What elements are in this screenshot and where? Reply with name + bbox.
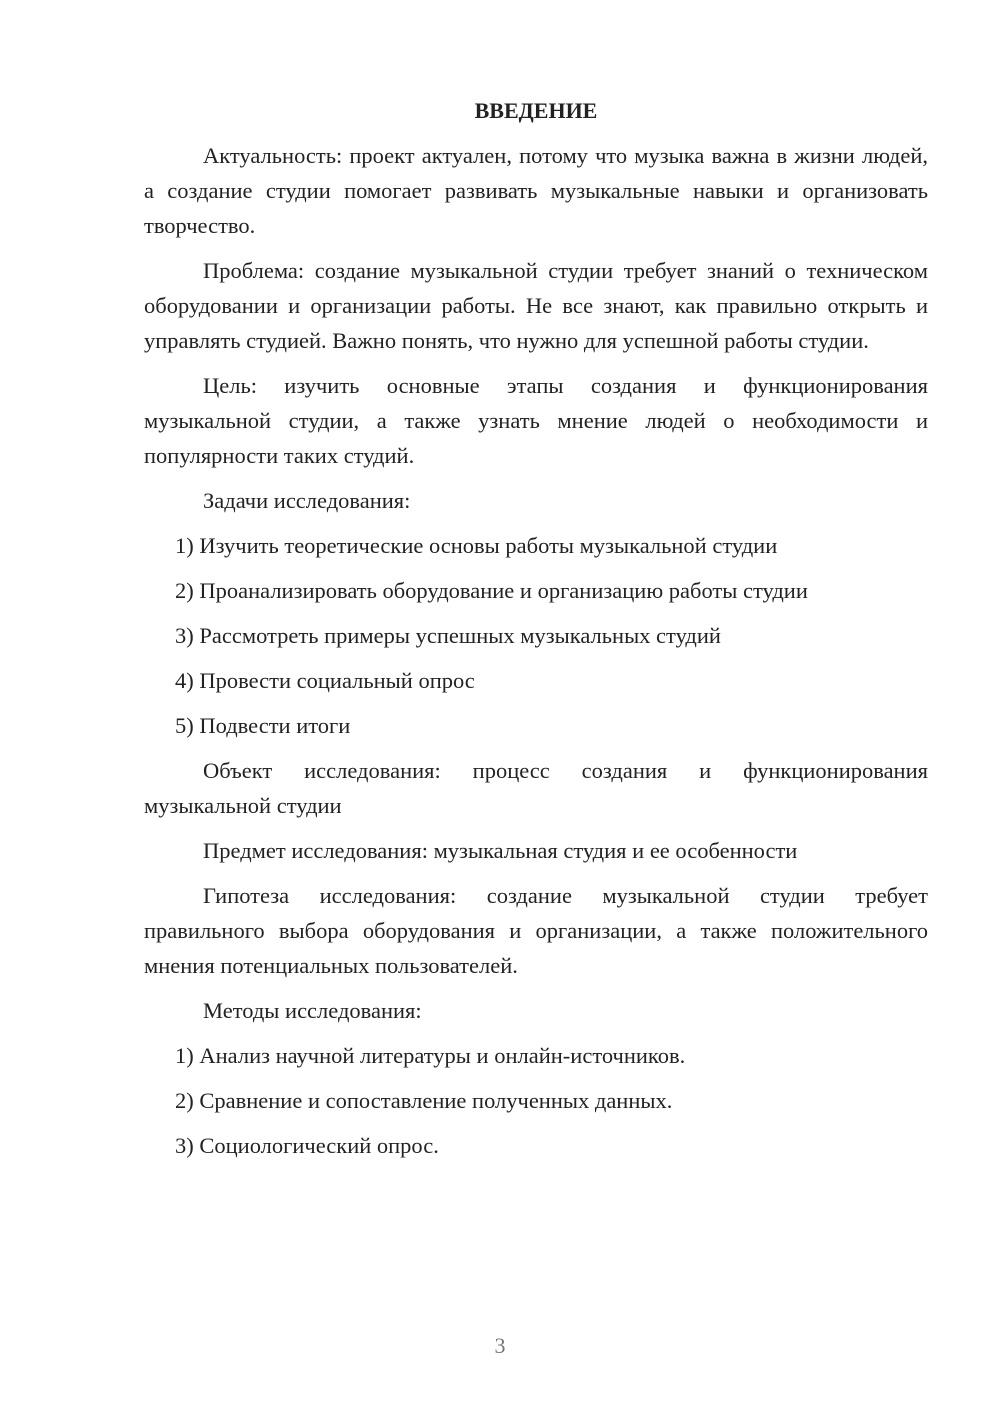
task-item: 3) Рассмотреть примеры успешных музыкальных студий (175, 623, 721, 648)
problem-paragraph: Проблема: создание музыкальной студии требует знаний о техническом оборудовании и организации работы. Не все знают, как правильно открыть и управлять студией. Важно понять, что нужно для успешной работы студии. (144, 258, 928, 353)
goal-paragraph: Цель: изучить основные этапы создания и функционирования музыкальной студии, а также узнать мнение людей о необходимости и популярности таких студий. (144, 373, 928, 468)
subject-paragraph: Предмет исследования: музыкальная студия и ее особенности (203, 838, 798, 863)
document-body (144, 96, 928, 1173)
task-item: 2) Проанализировать оборудование и организацию работы студии (175, 578, 808, 603)
object-paragraph: Объект исследования: процесс создания и функционирования музыкальной студии (144, 758, 928, 818)
methods-heading: Методы исследования: (203, 998, 422, 1023)
method-item: 3) Социологический опрос. (175, 1133, 439, 1158)
task-item: 4) Провести социальный опрос (175, 668, 475, 693)
relevance-paragraph: Актуальность: проект актуален, потому что музыка важна в жизни людей, а создание студии помогает развивать музыкальные навыки и организовать творчество. (144, 143, 928, 238)
method-item: 1) Анализ научной литературы и онлайн-источников. (175, 1043, 686, 1068)
method-item: 2) Сравнение и сопоставление полученных данных. (175, 1088, 673, 1113)
page-number: 3 (494, 1333, 506, 1358)
task-item: 5) Подвести итоги (175, 713, 351, 738)
task-item: 1) Изучить теоретические основы работы музыкальной студии (175, 533, 778, 558)
hypothesis-paragraph: Гипотеза исследования: создание музыкальной студии требует правильного выбора оборудования и организации, а также положительного мнения потенциальных пользователей. (144, 883, 928, 978)
page-title: ВВЕДЕНИЕ (474, 98, 598, 123)
tasks-heading: Задачи исследования: (203, 488, 411, 513)
